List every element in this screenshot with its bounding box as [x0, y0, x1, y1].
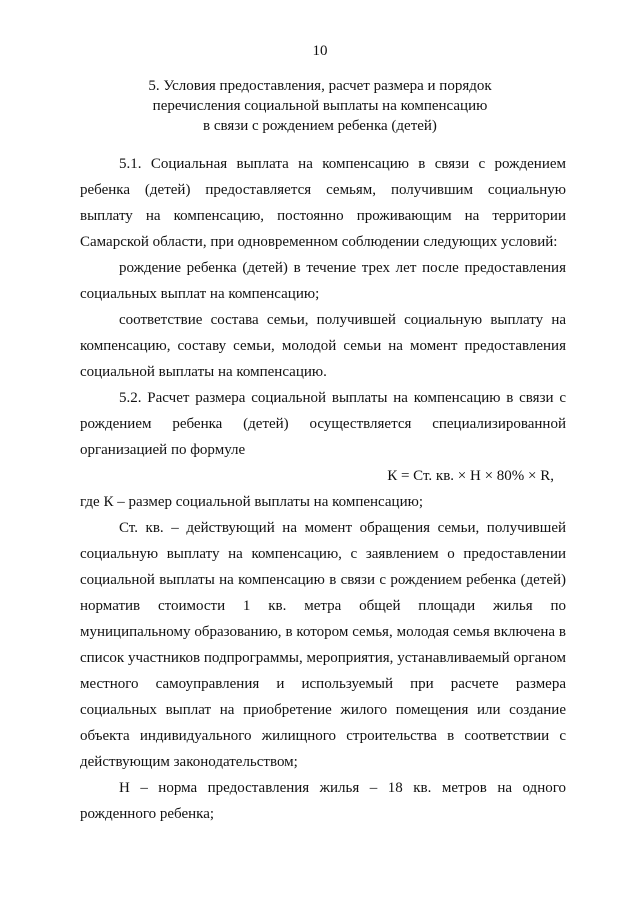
- condition-family-composition: соответствие состава семьи, получившей социальную выплату на компенсацию, составу семьи, молодой семьи на момент предоставления социальной выплаты на компенсацию.: [80, 312, 566, 380]
- document-body: [80, 151, 566, 827]
- definition-st-kv: Ст. кв. – действующий на момент обращения семьи, получившей социальную выплату на компенсацию, с заявлением о предоставлении социальной выплаты на компенсацию в связи с рождением ребенка (детей) норматив стоимости 1 кв. метра общей площади жилья по муниципальному образованию, в котором семья, молодая семья включена в список участников подпрограммы, мероприятия, устанавливаемый органом местного самоуправления и используемый при расчете размера социальных выплат на приобретение жилого помещения или создание объекта индивидуального жилищного строительства в соответствии с действующим законодательством;: [80, 520, 566, 770]
- formula: К = Ст. кв. × Н × 80% × R,: [387, 468, 554, 484]
- paragraph-5-1: 5.1. Социальная выплата на компенсацию в связи с рождением ребенка (детей) предоставляется семьям, получившим социальную выплату на компенсацию, постоянно проживающим на территории Самарской области, при одновременном соблюдении следующих условий:: [80, 156, 566, 250]
- page-number: 10: [312, 43, 328, 59]
- definition-n: Н – норма предоставления жилья – 18 кв. метров на одного рожденного ребенка;: [80, 780, 566, 822]
- paragraph-5-2: 5.2. Расчет размера социальной выплаты на компенсацию в связи с рождением ребенка (детей) осуществляется специализированной организацией по формуле: [80, 390, 566, 458]
- where-line: где К – размер социальной выплаты на компенсацию;: [80, 494, 423, 510]
- heading-line-3: в связи с рождением ребенка (детей): [203, 118, 437, 134]
- heading-line-1: 5. Условия предоставления, расчет размера и порядок: [148, 78, 492, 94]
- heading-line-2: перечисления социальной выплаты на компенсацию: [152, 98, 488, 114]
- section-heading: [100, 76, 540, 136]
- condition-birth: рождение ребенка (детей) в течение трех лет после предоставления социальных выплат на компенсацию;: [80, 260, 566, 302]
